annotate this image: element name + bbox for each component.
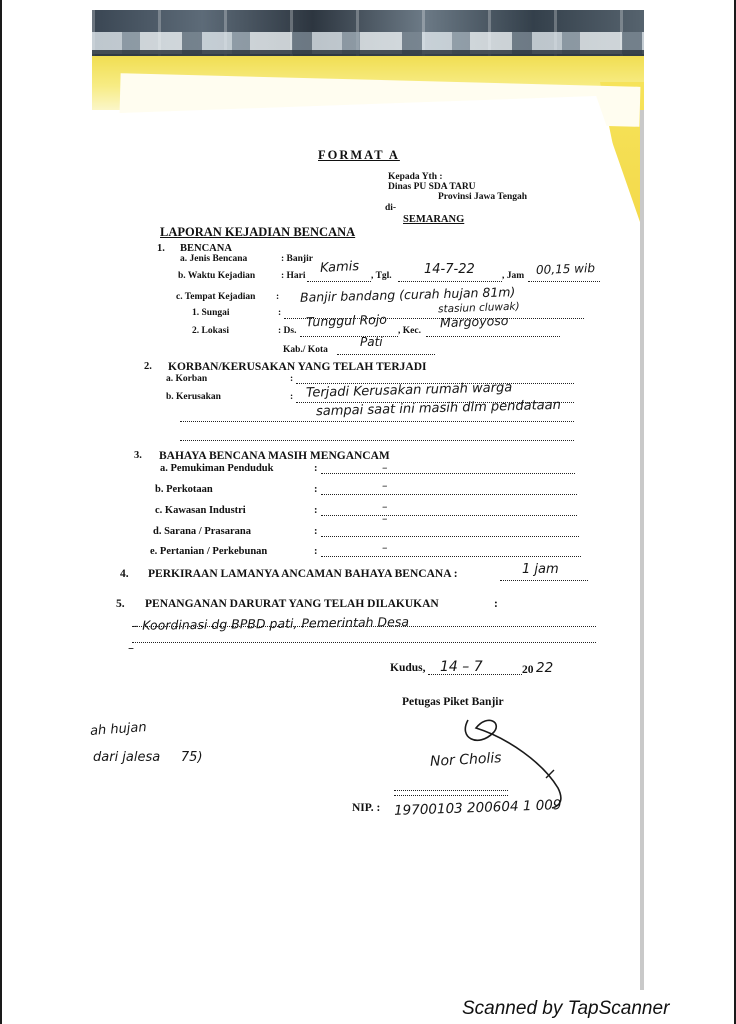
pemukiman-colon: : <box>314 463 318 474</box>
nip-value: 19700103 200604 1 009 <box>393 797 562 819</box>
sarana-prasarana-label: d. Sarana / Prasarana <box>153 526 252 537</box>
kec-value: Margoyoso <box>439 312 509 331</box>
section5-value-2: – <box>128 641 134 655</box>
kab-kota-field-line <box>337 354 435 355</box>
section3-number: 3. <box>134 450 142 461</box>
section1-title: BENCANA <box>180 243 232 254</box>
ds-value: Tunggul Rojo <box>305 311 388 330</box>
perkotaan-field-line <box>321 494 577 495</box>
sungai-colon: : <box>278 308 282 318</box>
section5-field-line-2 <box>132 642 596 643</box>
perkotaan-label: b. Perkotaan <box>155 484 213 495</box>
margin-note-line1: ah hujan <box>89 720 148 739</box>
kerusakan-value-1: Terjadi Kerusakan rumah warga <box>305 380 513 401</box>
korban-label: a. Korban <box>166 374 208 384</box>
lokasi-label: 2. Lokasi <box>192 326 229 336</box>
addressee-di: di- <box>385 203 397 213</box>
section3-title: BAHAYA BENCANA MASIH MENGANCAM <box>159 450 390 462</box>
hari-value: Kamis <box>319 258 360 277</box>
perkotaan-colon: : <box>314 484 318 495</box>
signature-name-line <box>394 790 508 791</box>
jenis-bencana-label: a. Jenis Bencana <box>180 254 248 264</box>
kawasan-industri-label: c. Kawasan Industri <box>155 505 246 516</box>
section4-number: 4. <box>120 568 129 580</box>
paper-edge <box>640 110 644 990</box>
signature-place: Kudus, <box>390 662 426 674</box>
ds-field-line <box>300 336 398 337</box>
signature-name: Nor Cholis <box>429 750 502 770</box>
section4-field-line <box>500 580 588 581</box>
section2-title: KORBAN/KERUSAKAN YANG TELAH TERJADI <box>168 361 427 373</box>
hari-label: : Hari <box>281 271 306 281</box>
signature-role: Petugas Piket Banjir <box>402 696 504 708</box>
signature-year-value: 22 <box>536 660 554 676</box>
kab-kota-label: Kab./ Kota <box>283 345 328 355</box>
frame-edge <box>0 0 2 1024</box>
kerusakan-label: b. Kerusakan <box>166 392 221 402</box>
waktu-kejadian-label: b. Waktu Kejadian <box>178 271 256 281</box>
addressee-line2: Dinas PU SDA TARU <box>388 182 476 192</box>
kerusakan-colon: : <box>290 392 294 402</box>
signature-name-line-2 <box>394 795 508 796</box>
sarana-prasarana-colon: : <box>314 526 318 537</box>
korban-colon: : <box>290 374 294 384</box>
section4-title: PERKIRAAN LAMANYA ANCAMAN BAHAYA BENCANA : <box>148 568 458 580</box>
section1-number: 1. <box>157 243 165 254</box>
section2-number: 2. <box>144 361 152 372</box>
sarana-prasarana-field-line <box>321 536 579 537</box>
section4-value: 1 jam <box>522 562 559 577</box>
signature-year-prefix: 20 <box>522 664 534 676</box>
jam-value: 00,15 wib <box>535 260 596 278</box>
jam-label: , Jam <box>502 271 525 281</box>
addressee-line3: Provinsi Jawa Tengah <box>438 192 528 202</box>
jenis-bencana-value: : Banjir <box>281 254 313 264</box>
margin-note-line2: dari jalesa 75) <box>93 750 203 765</box>
hari-field-line <box>307 281 371 282</box>
tempat-kejadian-value: Banjir bandang (curah hujan 81m) <box>299 284 516 305</box>
section5-colon: : <box>494 598 498 610</box>
addressee-city: SEMARANG <box>403 214 465 225</box>
kawasan-industri-field-line <box>321 515 577 516</box>
kec-label: , Kec. <box>398 326 421 336</box>
sungai-label: 1. Sungai <box>192 308 230 318</box>
kerusakan-field-line-3 <box>180 440 574 441</box>
kawasan-industri-colon: : <box>314 505 318 516</box>
scanner-watermark: Scanned by TapScanner <box>462 998 670 1019</box>
perkotaan-value: – <box>382 479 388 492</box>
report-title: LAPORAN KEJADIAN BENCANA <box>160 225 356 239</box>
tgl-value: 14-7-22 <box>424 262 475 277</box>
kerusakan-field-line-2 <box>180 421 574 422</box>
form-title: FORMAT A <box>318 148 400 162</box>
section5-title: PENANGANAN DARURAT YANG TELAH DILAKUKAN <box>145 598 439 610</box>
pertanian-field-line <box>321 556 581 557</box>
jam-field-line <box>528 281 600 282</box>
kawasan-industri-value: – <box>382 500 388 513</box>
tempat-kejadian-colon: : <box>276 292 280 302</box>
tgl-label: , Tgl. <box>371 271 392 281</box>
kec-field-line <box>426 336 560 337</box>
pemukiman-label: a. Pemukiman Penduduk <box>160 463 274 474</box>
addressee-line1: Kepada Yth : <box>388 172 443 182</box>
pertanian-colon: : <box>314 546 318 557</box>
section5-number: 5. <box>116 598 125 610</box>
pemukiman-value: – <box>382 461 388 474</box>
sarana-prasarana-value: – <box>382 512 388 525</box>
kerusakan-value-2: sampai saat ini masih dlm pendataan <box>315 397 562 420</box>
tempat-kejadian-value-2: stasiun cluwak) <box>437 300 520 316</box>
section5-value-1: – Koordinasi dg BPBD pati, Pemerintah Desa <box>131 614 410 633</box>
tempat-kejadian-label: c. Tempat Kejadian <box>176 292 256 302</box>
pemukiman-field-line <box>321 473 575 474</box>
nip-label: NIP. : <box>352 802 381 814</box>
tgl-field-line <box>398 281 502 282</box>
signature-date-value: 14 – 7 <box>440 659 483 675</box>
pertanian-value: – <box>382 541 388 554</box>
ds-label: : Ds. <box>278 326 297 336</box>
pertanian-label: e. Pertanian / Perkebunan <box>150 546 268 557</box>
kab-kota-value: Pati <box>360 335 383 349</box>
